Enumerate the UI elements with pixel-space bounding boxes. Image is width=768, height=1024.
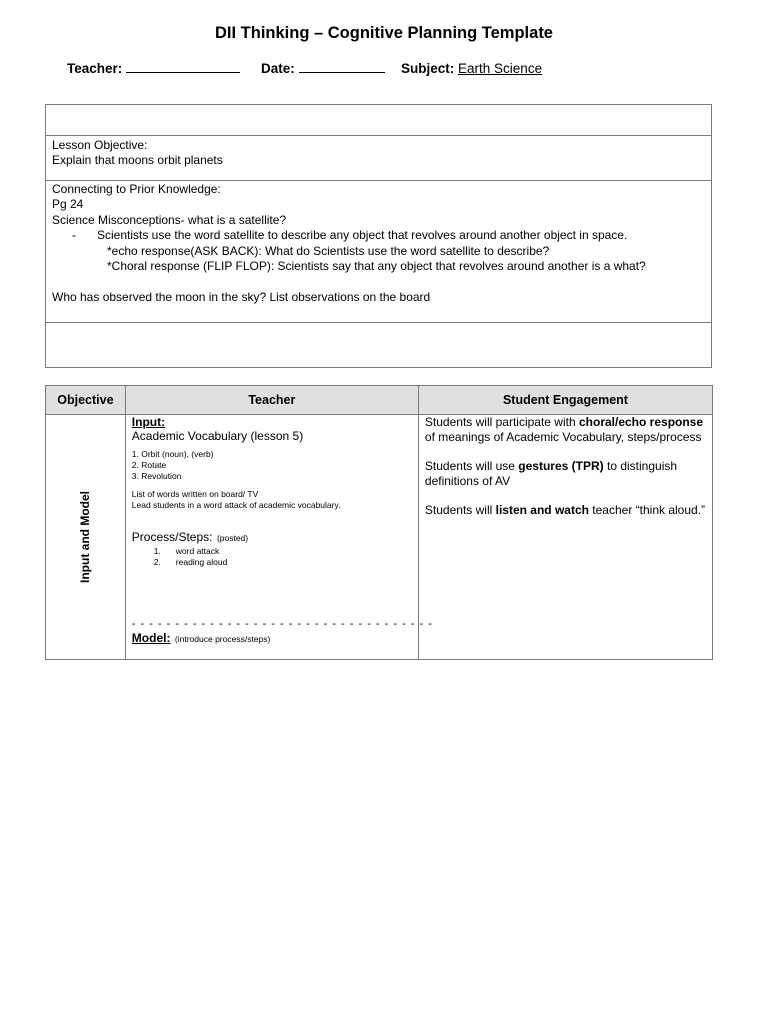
process-heading: Process/Steps: [131,530,213,544]
echo-response: *echo response(ASK BACK): What do Scientists use the word satellite to describe? [107,243,550,258]
header-objective: Objective [46,386,126,415]
model-heading: Model: [131,631,171,645]
subject-field [401,61,542,76]
vocab-item: 2. Rotate [131,460,167,470]
engagement-listen: Students will listen and watch teacher “think aloud.” [424,503,706,517]
table-row [46,415,713,660]
word-attack-note: Lead students in a word attack of academic vocabulary. [131,500,341,510]
process-steps-heading [132,528,412,546]
page-title: DII Thinking – Cognitive Planning Template [215,24,553,42]
teacher-cell [125,415,433,660]
date-blank [299,61,385,73]
student-engagement-cell [418,415,712,660]
vocab-item: 1. Orbit (noun), (verb) [131,449,214,459]
engagement-choral: Students will participate with choral/echo response of meanings of Academic Vocabulary, steps/process [424,415,704,444]
lesson-box-empty-row [46,323,711,367]
bullet-dash: - [72,228,76,243]
subject-label: Subject: [401,61,455,76]
page-reference: Pg 24 [52,197,84,212]
model-row [132,629,271,647]
planning-table [45,385,713,660]
teacher-label: Teacher: [67,61,123,76]
engagement-gestures: Students will use gestures (TPR) to distinguish definitions of AV [424,459,678,488]
observation-prompt: Who has observed the moon in the sky? List observations on the board [52,289,431,304]
teacher-field [67,61,240,76]
prior-knowledge-row [46,181,711,323]
prior-knowledge-label: Connecting to Prior Knowledge: [52,182,221,196]
process-note: (posted) [216,533,249,543]
lesson-objective-row [46,136,711,181]
date-field [261,61,385,76]
dashed-separator: - - - - - - - - - - - - - - - - - - - - - - - - - - - - - - - - - - - [131,618,433,630]
list-item: 1. word attack [153,546,220,556]
header-teacher: Teacher [125,386,418,415]
vocab-line: Academic Vocabulary (lesson 5) [131,429,304,443]
date-label: Date: [261,61,295,76]
choral-response: *Choral response (FLIP FLOP): Scientists say that any object that revolves around another is a what? [107,259,646,274]
subject-value: Earth Science [458,61,543,76]
model-note: (introduce process/steps) [174,634,271,644]
lesson-objective-label: Lesson Objective: [52,138,148,152]
word-list-note: List of words written on board/ TV [131,489,259,499]
teacher-blank [126,61,240,73]
lesson-objective-text: Explain that moons orbit planets [52,153,223,168]
satellite-bullet-text: Scientists use the word satellite to describe any object that revolves around another object in space. [97,228,628,243]
vocab-item: 3. Revolution [131,471,182,481]
input-heading: Input: [131,415,166,429]
misconception-text: Science Misconceptions- what is a satellite? [52,212,287,227]
lesson-box [45,104,712,368]
objective-cell [46,415,126,660]
list-item: 2. reading aloud [153,557,228,567]
satellite-bullet [52,228,705,243]
table-header-row [46,386,713,415]
lesson-box-blank-row [46,105,711,136]
header-student-engagement: Student Engagement [418,386,712,415]
row-label-input-model: Input and Model [78,491,93,583]
